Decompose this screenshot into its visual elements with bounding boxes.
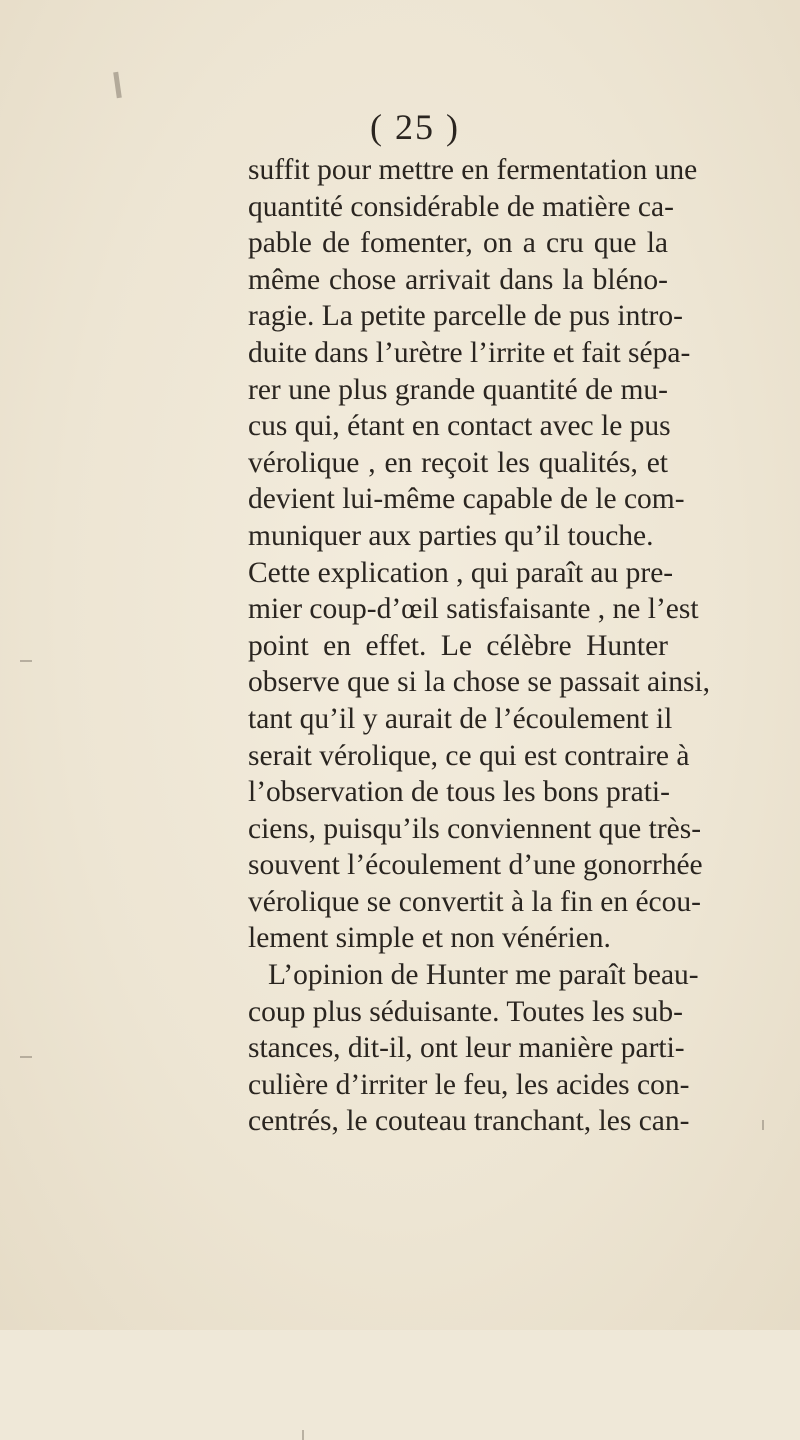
text-line: muniquer aux parties qu’il touche. [248, 519, 654, 552]
margin-mark [762, 1120, 764, 1130]
text-line: culière d’irriter le feu, les acides con- [248, 1068, 690, 1101]
text-line: tant qu’il y aurait de l’écoulement il [248, 702, 673, 735]
text-line: souvent l’écoulement d’une gonorrhée [248, 849, 703, 882]
text-line: Cette explication , qui paraît au pre- [248, 556, 674, 589]
text-line: lement simple et non vénérien. [248, 922, 611, 955]
text-line: devient lui-même capable de le com- [248, 483, 685, 516]
ink-mark [113, 72, 122, 98]
text-line: duite dans l’urètre l’irrite et fait sépa- [248, 336, 691, 369]
text-line: centrés, le couteau tranchant, les can- [248, 1105, 690, 1138]
text-line: rer une plus grande quantité de mu- [248, 373, 668, 406]
page-number: ( 25 ) [370, 107, 460, 147]
text-line: ragie. La petite parcelle de pus intro- [248, 300, 683, 333]
body-text [248, 152, 711, 1140]
text-line: mier coup-d’œil satisfaisante , ne l’est [248, 593, 699, 626]
text-line: pable de fomenter, on a cru que la [248, 227, 668, 260]
text-line: l’observation de tous les bons prati- [248, 776, 670, 809]
text-line: vérolique se convertit à la fin en écou- [248, 885, 701, 918]
text-line: coup plus séduisante. Toutes les sub- [248, 995, 683, 1028]
text-line: vérolique , en reçoit les qualités, et [248, 446, 668, 479]
text-line: point en effet. Le célèbre Hunter [248, 629, 668, 662]
paper-mark [302, 1430, 304, 1440]
margin-mark [20, 1056, 32, 1058]
text-line: cus qui, étant en contact avec le pus [248, 410, 671, 443]
text-line: quantité considérable de matière ca- [248, 190, 674, 223]
margin-mark [20, 660, 32, 662]
text-line: même chose arrivait dans la bléno- [248, 263, 668, 296]
text-line: suffit pour mettre en fermentation une [248, 154, 698, 186]
text-line: ciens, puisqu’ils conviennent que très- [248, 812, 702, 845]
text-line: L’opinion de Hunter me paraît beau- [268, 959, 699, 992]
text-line: serait vérolique, ce qui est contraire à [248, 739, 690, 772]
text-line: observe que si la chose se passait ainsi, [248, 666, 711, 699]
text-line: stances, dit-il, ont leur manière parti- [248, 1032, 685, 1065]
